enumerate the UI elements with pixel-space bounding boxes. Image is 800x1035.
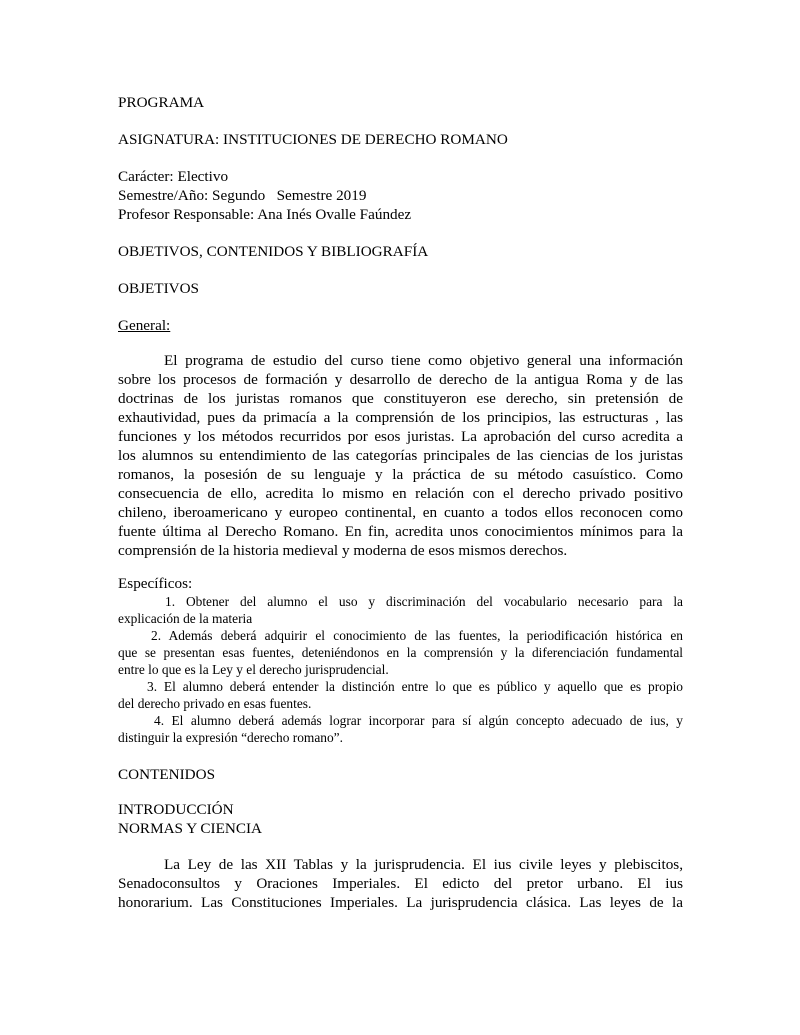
list-item-continuation: entre lo que es la Ley y el derecho jurisprudencial. bbox=[118, 662, 389, 677]
caracter-line: Carácter: Electivo bbox=[118, 168, 229, 185]
list-item: 1. Obtener del alumno el uso y discriminación del vocabulario necesario para la bbox=[165, 594, 683, 609]
paragraph-line: sobre los procesos de formación y desarrollo de derecho de la antigua Roma y de las bbox=[118, 371, 683, 388]
paragraph-line: romanos, la posesión de su lenguaje y la práctica de su método casuístico. Como bbox=[118, 466, 683, 483]
semestre-line: Semestre/Año: Segundo Semestre 2019 bbox=[118, 187, 367, 204]
paragraph-line: Senadoconsultos y Oraciones Imperiales. El edicto del pretor urbano. El ius bbox=[118, 875, 683, 892]
contenidos-heading: CONTENIDOS bbox=[118, 766, 216, 783]
paragraph-line: funciones y los métodos recurridos por esos juristas. La aprobación del curso acredita a bbox=[118, 428, 683, 445]
objetivos-contenidos-heading: OBJETIVOS, CONTENIDOS Y BIBLIOGRAFÍA bbox=[118, 243, 429, 260]
paragraph-line: honorarium. Las Constituciones Imperiales. La jurisprudencia clásica. Las leyes de la bbox=[118, 894, 683, 911]
especificos-heading: Específicos: bbox=[118, 575, 193, 592]
asignatura-line: ASIGNATURA: INSTITUCIONES DE DERECHO ROMANO bbox=[118, 131, 508, 148]
list-item-continuation: explicación de la materia bbox=[118, 611, 253, 626]
paragraph-line: comprensión de la historia medieval y moderna de esos mismos derechos. bbox=[118, 542, 568, 559]
paragraph-line: fuente última al Derecho Romano. En fin, acredita unos conocimientos mínimos para la bbox=[118, 523, 683, 540]
list-item-continuation: distinguir la expresión “derecho romano”. bbox=[118, 730, 343, 745]
normas-paragraph bbox=[118, 855, 683, 912]
objetivos-heading: OBJETIVOS bbox=[118, 280, 200, 297]
normas-heading: NORMAS Y CIENCIA bbox=[118, 820, 263, 837]
paragraph-line: La Ley de las XII Tablas y la jurisprudencia. El ius civile leyes y plebiscitos, bbox=[164, 856, 683, 873]
introduccion-heading: INTRODUCCIÓN bbox=[118, 801, 234, 818]
paragraph-line: exhautividad, pues da primacía a la comprensión de los principios, las estructuras , las bbox=[118, 409, 683, 426]
list-item: 3. El alumno deberá entender la distinción entre lo que es público y aquello que es propio bbox=[147, 679, 683, 694]
profesor-line: Profesor Responsable: Ana Inés Ovalle Faúndez bbox=[118, 206, 412, 223]
general-paragraph bbox=[118, 351, 683, 560]
list-item: 4. El alumno deberá además lograr incorporar para sí algún concepto adecuado de ius, y bbox=[154, 713, 683, 728]
list-item-continuation: del derecho privado en esas fuentes. bbox=[118, 696, 312, 711]
paragraph-line: doctrinas de los juristas romanos que constituyeron ese derecho, sin pretensión de bbox=[118, 390, 683, 407]
general-heading: General: bbox=[118, 317, 171, 334]
list-item-continuation: que se presentan esas fuentes, deteniéndonos en la comprensión y la diferenciación fundamental bbox=[118, 645, 683, 660]
especificos-list bbox=[118, 593, 683, 746]
paragraph-line: los alumnos su entendimiento de las categorías principales de las ciencias de los juristas bbox=[118, 447, 683, 464]
paragraph-line: chileno, iberoamericano y europeo continental, en cuanto a todos ellos reconocen como bbox=[118, 504, 683, 521]
paragraph-line: El programa de estudio del curso tiene como objetivo general una información bbox=[164, 352, 683, 369]
paragraph-line: consecuencia de ello, acredita lo mismo en relación con el derecho privado positivo bbox=[118, 485, 683, 502]
list-item: 2. Además deberá adquirir el conocimiento de las fuentes, la periodificación histórica en bbox=[151, 628, 683, 643]
programa-heading: PROGRAMA bbox=[118, 94, 205, 111]
